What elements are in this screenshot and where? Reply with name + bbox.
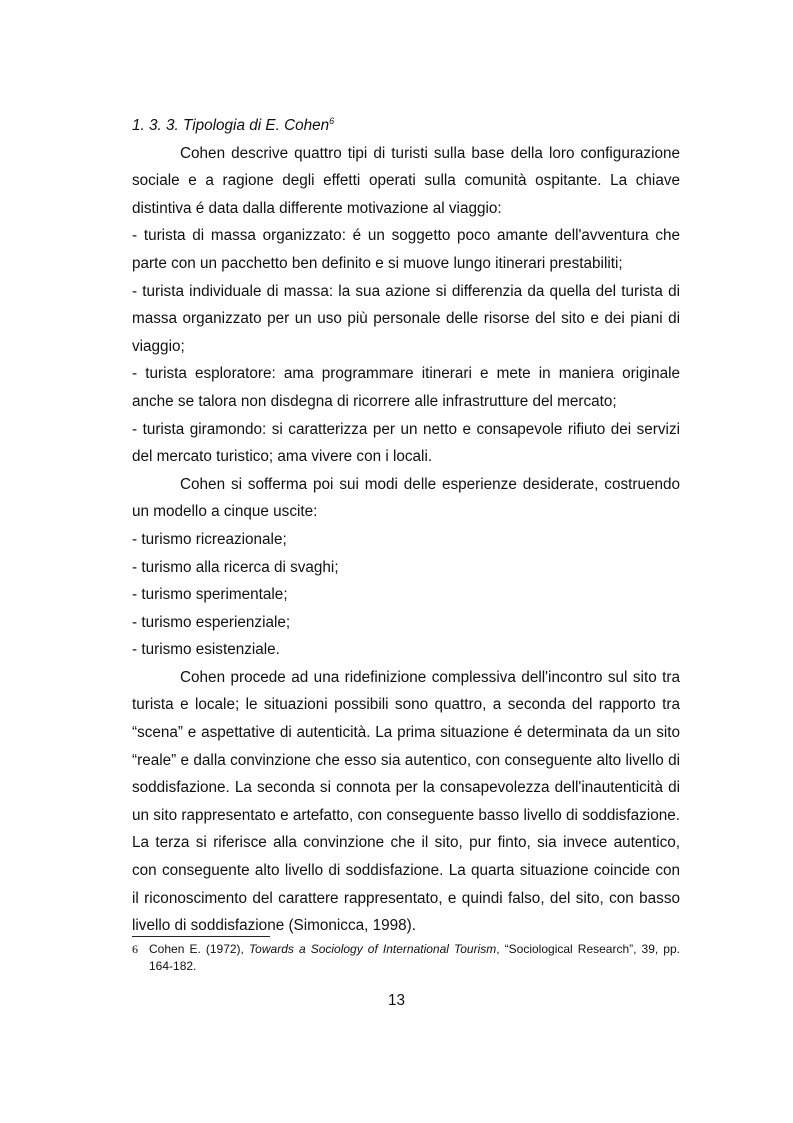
footnote-text bbox=[149, 941, 680, 975]
list-item-tourism-mode: - turismo alla ricerca di svaghi; bbox=[132, 558, 339, 576]
list-item-tourism-mode: - turismo esistenziale. bbox=[132, 641, 280, 659]
section-heading bbox=[132, 112, 680, 140]
body-text bbox=[132, 112, 680, 940]
list-item-tourism-mode: - turismo esperienziale; bbox=[132, 613, 291, 631]
paragraph-intro: Cohen descrive quattro tipi di turisti sulla base della loro configurazione sociale e a ragione degli effetti operati sulla comunità ospitante. La chiave distintiva é data dalla differente motivazione al viaggio: bbox=[132, 144, 680, 217]
list-item-tourist-type: - turista individuale di massa: la sua azione si differenzia da quella del turista di massa organizzato per un uso più personale delle risorse del sito e dei piani di viaggio; bbox=[132, 282, 680, 355]
list-item-tourism-mode: - turismo sperimentale; bbox=[132, 586, 288, 604]
footnote-divider bbox=[132, 936, 270, 937]
footnote-work-title: Towards a Sociology of International Tourism bbox=[248, 942, 497, 956]
paragraph-experience-modes: Cohen si sofferma poi sui modi delle esperienze desiderate, costruendo un modello a cinque uscite: bbox=[132, 475, 680, 521]
list-item-tourist-type: - turista giramondo: si caratterizza per un netto e consapevole rifiuto dei servizi del mercato turistico; ama vivere con i locali. bbox=[132, 420, 680, 466]
section-heading-text: 1. 3. 3. Tipologia di E. Cohen bbox=[132, 117, 330, 134]
list-item-tourism-mode: - turismo ricreazionale; bbox=[132, 530, 287, 548]
footnote bbox=[132, 941, 680, 975]
footnote-source: , “Sociological Research”, 39, pp. 164-182. bbox=[149, 942, 680, 973]
footnote-author: Cohen E. (1972), bbox=[149, 942, 249, 956]
page-number: 13 bbox=[387, 992, 405, 1009]
paragraph-authenticity-situations: Cohen procede ad una ridefinizione complessiva dell'incontro sul sito tra turista e locale; le situazioni possibili sono quattro, a seconda del rapporto tra “scena” e aspettative di autenticità. La prima situazione é determinata da un sito “reale” e dalla convinzione che esso sia autentico, con conseguente alto livello di soddisfazione. La seconda si connota per la consapevolezza dell'inautenticità di un sito rappresentato e artefatto, con conseguente basso livello di soddisfazione. La terza si riferisce alla convinzione che il sito, pur finto, sia invece autentico, con conseguente alto livello di soddisfazione. La quarta situazione coincide con il riconoscimento del carattere rappresentato, e quindi falso, del sito, con basso livello di soddisfazione (Simonicca, 1998). bbox=[132, 668, 680, 935]
list-item-tourist-type: - turista di massa organizzato: é un soggetto poco amante dell'avventura che parte con un pacchetto ben definito e si muove lungo itinerari prestabiliti; bbox=[132, 227, 680, 272]
footnote-reference[interactable]: 6 bbox=[329, 115, 335, 126]
list-item-tourist-type: - turista esploratore: ama programmare itinerari e mete in maniera originale anche se talora non disdegna di ricorrere alle infrastrutture del mercato; bbox=[132, 365, 680, 410]
footnote-number: 6 bbox=[132, 942, 138, 956]
